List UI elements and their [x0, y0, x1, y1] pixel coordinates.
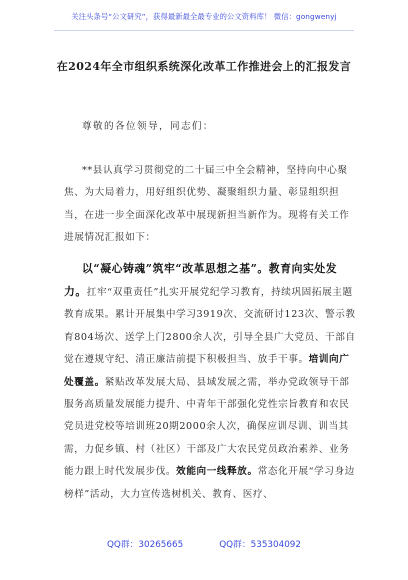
footer-qq-group-2: QQ群：535304092 [219, 540, 302, 550]
document-body [64, 160, 356, 506]
header-band [0, 0, 408, 36]
intro-paragraph: **县认真学习贯彻党的二十届三中全会精神，坚持向中心聚焦、为大局着力，用好组织优势、凝聚组织力量、彰显组织担当，在进一步全面深化改革中展现新担当新作为。现将有关工作进展情况汇报如下： [64, 165, 350, 244]
section1-text-a: 扛牢“双重责任”扎实开展党纪学习教育，持续巩固拓展主题教育成果。累计开展集中学习3919次、交流研讨123次、警示教育804场次、送学上门2800余人次，引导全县广大党员、干部自觉在遵规守纪、清正廉洁前提下积极担当、放手干事。 [64, 287, 356, 366]
section1-paragraph [64, 258, 356, 506]
section1-strong-c: 效能向一线释放。 [176, 466, 258, 478]
footer-qq-group-1: QQ群：30265665 [106, 540, 184, 550]
section1-strong-b: 培训向广处覆盖。 [64, 354, 350, 388]
section1-text-c: 常态化开展“学习身边榜样”活动，大力宣传选树机关、教育、医疗、 [64, 466, 355, 500]
section1-text-b: 紧贴改革发展大局、县域发展之需，举办党政领导干部服务高质量发展能力提升、中青年干部强化党性宗旨教育和农民党员进党校等培训班20期2000余人次，确保应训尽训、训当其需，力促乡镇、村（社区）干部及广大农民党员政治素养、业务能力跟上时代发展步伐。 [64, 376, 350, 478]
header-notice: 关注头条号“公文研究”，获得最新最全最专业的公文资料库！ 微信：gongwenyj [71, 12, 337, 21]
salutation: 尊敬的各位领导，同志们： [82, 121, 214, 132]
header-divider [54, 30, 354, 31]
footer-qq-groups [0, 537, 408, 550]
section1-heading: 以“凝心铸魂”筑牢“改革思想之基”。教育向实处发力。 [64, 261, 338, 299]
document-title: 在2024年全市组织系统深化改革工作推进会上的汇报发言 [56, 60, 352, 73]
